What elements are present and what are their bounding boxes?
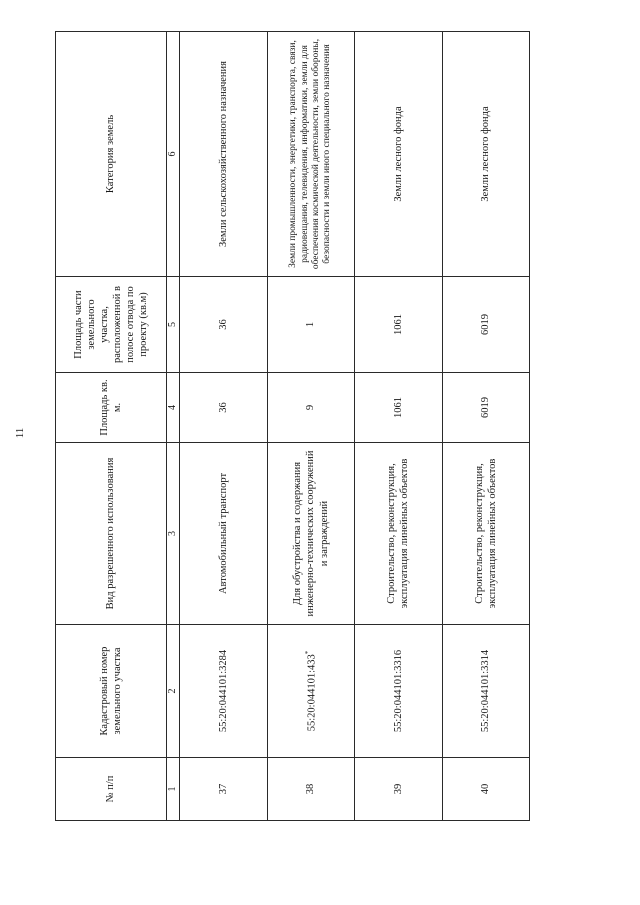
header-number: № п/п [56, 758, 167, 821]
cadastral-value: 55:20:044101:433 [306, 654, 318, 732]
cadastral-value: 55:20:044101:3316 [392, 649, 404, 733]
header-area-part: Площадь части земельного участка, расположенной в полосе отвода по проекту (кв.м) [56, 277, 167, 373]
column-number: 4 [166, 373, 180, 443]
cell-category: Земли лесного фонда [442, 32, 529, 277]
land-plots-table [55, 31, 530, 821]
cell-area-part: 36 [180, 277, 267, 373]
cadastral-value: 55:20:044101:3284 [218, 649, 230, 733]
table-row [267, 32, 354, 821]
cadastral-value: 55:20:044101:3314 [480, 649, 492, 733]
column-number: 3 [166, 443, 180, 625]
column-number: 5 [166, 277, 180, 373]
footnote-mark: * [303, 650, 312, 655]
header-area: Площадь кв. м. [56, 373, 167, 443]
table-row [355, 32, 442, 821]
column-number: 6 [166, 32, 180, 277]
table-wrapper [55, 32, 530, 821]
column-number-row [166, 32, 180, 821]
cell-category: Земли лесного фонда [355, 32, 442, 277]
column-number: 2 [166, 625, 180, 758]
cell-number: 40 [442, 758, 529, 821]
cell-number: 39 [355, 758, 442, 821]
table-row [180, 32, 267, 821]
cell-use: Автомобильный транспорт [180, 443, 267, 625]
cell-category: Земли промышленности, энергетики, транспорта, связи, радиовещания, телевидения, информатики, земли для обеспечения космической деятельности, земли обороны, безопасности и земли иного специального назначения [267, 32, 354, 277]
table-row [442, 32, 529, 821]
cell-number: 37 [180, 758, 267, 821]
table-header-row [56, 32, 167, 821]
cell-area-part: 1 [267, 277, 354, 373]
cell-area: 6019 [442, 373, 529, 443]
cell-cadastral [180, 625, 267, 758]
page-number: 11 [14, 427, 26, 439]
cell-area: 1061 [355, 373, 442, 443]
column-number: 1 [166, 758, 180, 821]
header-category: Категория земель [56, 32, 167, 277]
cell-area: 9 [267, 373, 354, 443]
header-use: Вид разрешенного использования [56, 443, 167, 625]
cell-area-part: 1061 [355, 277, 442, 373]
cell-use: Строительство, реконструкция, эксплуатация линейных объектов [355, 443, 442, 625]
cell-cadastral [267, 625, 354, 758]
cell-number: 38 [267, 758, 354, 821]
cell-cadastral [442, 625, 529, 758]
header-cadastral: Кадастровый номер земельного участка [56, 625, 167, 758]
cell-cadastral [355, 625, 442, 758]
cell-use: Строительство, реконструкция, эксплуатация линейных объектов [442, 443, 529, 625]
cell-category: Земли сельскохозяйственного назначения [180, 32, 267, 277]
cell-area: 36 [180, 373, 267, 443]
cell-area-part: 6019 [442, 277, 529, 373]
cell-use: Для обустройства и содержания инженерно-технических сооружений и заграждений [267, 443, 354, 625]
